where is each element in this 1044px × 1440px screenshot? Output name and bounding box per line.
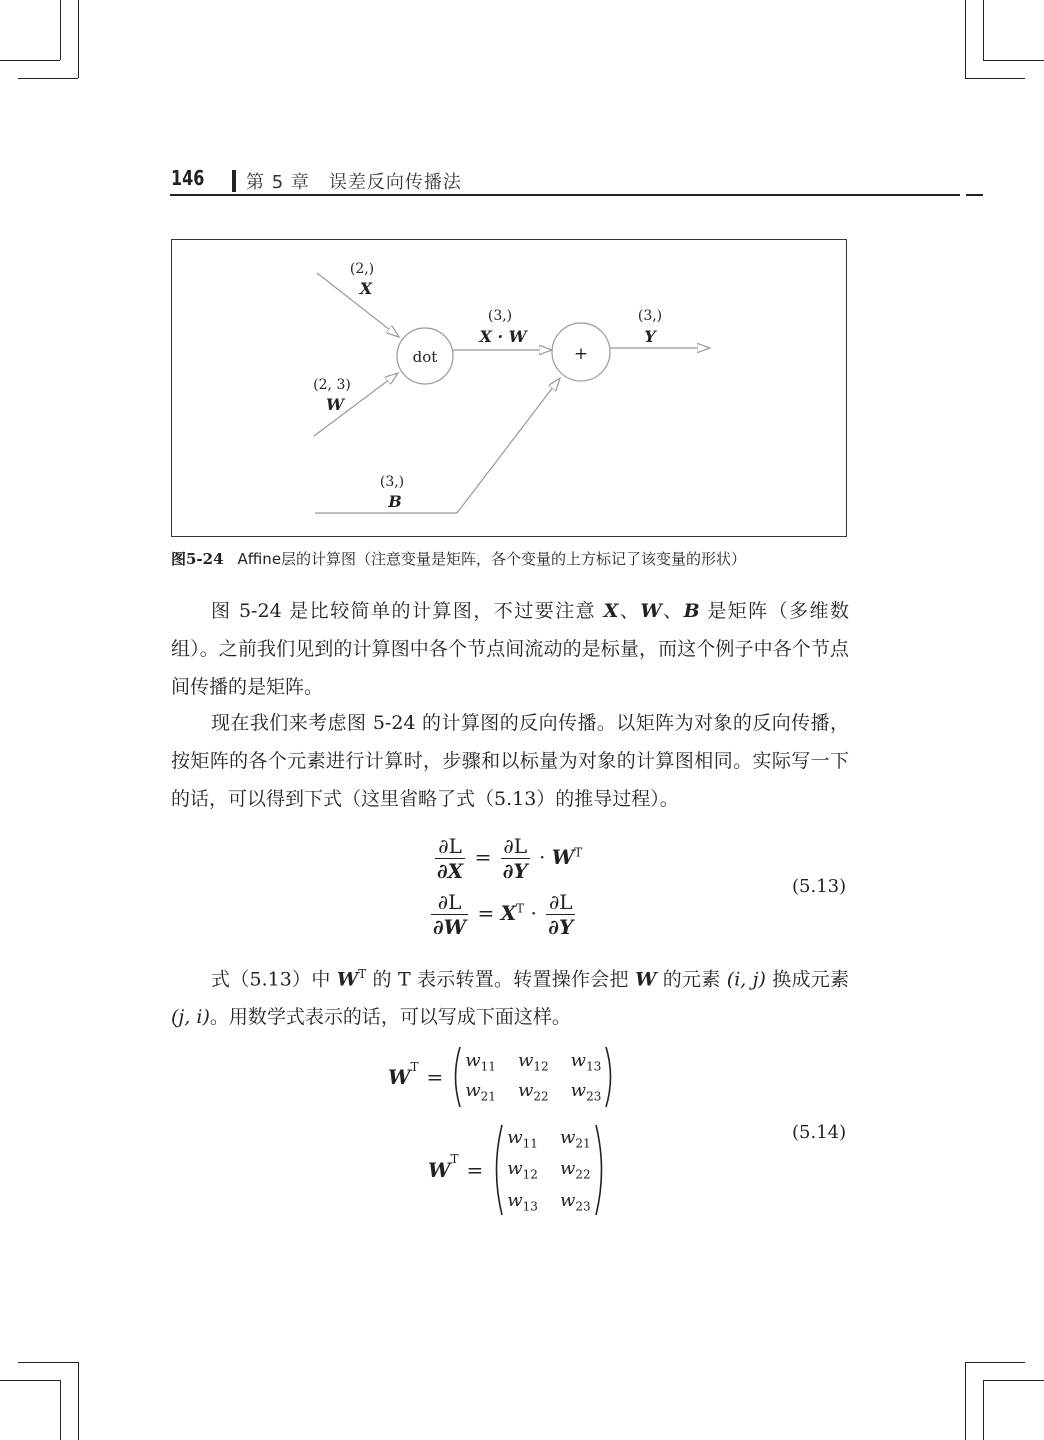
w-label: W <box>326 395 344 414</box>
text: 是矩阵（多维数组）。之前我们见到的计算图中各个节点间流动的是标量，而这个例子中各个节点间传播的是矩阵。 <box>171 600 849 698</box>
transpose: T <box>358 967 367 981</box>
matrix-cells <box>461 1050 605 1103</box>
crop-mark <box>18 1362 78 1363</box>
dot-operator: · <box>530 901 537 925</box>
matrix-cell: $w_{11}$ <box>507 1126 538 1151</box>
denominator: ∂Y <box>548 915 574 939</box>
b-shape: (3,) <box>379 474 405 490</box>
matrix-cells <box>503 1127 594 1214</box>
crop-mark <box>965 1362 966 1440</box>
numerator: ∂L <box>431 890 468 915</box>
matrix-cell: $w_{21}$ <box>559 1126 591 1151</box>
equals: = <box>466 1158 484 1182</box>
crop-mark <box>60 1380 61 1440</box>
denominator: ∂Y <box>502 859 528 883</box>
text: 。用数学式表示的话，可以写成下面这样。 <box>209 1006 571 1029</box>
equation-line <box>428 890 578 939</box>
transpose: T <box>450 1152 459 1166</box>
crop-mark <box>78 1362 79 1440</box>
equation-number: (5.14) <box>792 1122 847 1143</box>
math-w: W <box>551 845 575 869</box>
figure-number: 图5-24 <box>171 550 224 568</box>
text: 的 T 表示转置。转置操作会把 <box>366 968 636 991</box>
left-paren <box>451 1046 461 1108</box>
denominator: ∂W <box>433 915 467 939</box>
equals: = <box>426 1065 444 1089</box>
crop-mark <box>983 1380 1044 1381</box>
math-w: W <box>336 968 359 991</box>
text: 、 <box>618 600 641 622</box>
b-label: B <box>388 492 402 511</box>
figure-caption <box>171 548 746 569</box>
equals: = <box>474 845 492 869</box>
page-number: 146 <box>171 166 205 190</box>
text: 、 <box>661 600 684 622</box>
matrix-cell: $w_{13}$ <box>570 1050 602 1074</box>
right-paren <box>605 1046 615 1108</box>
matrix-cell: $w_{12}$ <box>517 1050 549 1074</box>
transpose: T <box>410 1060 419 1074</box>
equation-line <box>432 834 582 883</box>
transpose: T <box>516 901 525 916</box>
paragraph <box>171 592 849 706</box>
text: 的元素 <box>656 968 727 991</box>
matrix-3x2 <box>491 1124 606 1216</box>
equals: = <box>477 901 495 925</box>
left-paren <box>491 1124 503 1216</box>
right-paren <box>595 1124 607 1216</box>
matrix-cell: $w_{23}$ <box>570 1080 602 1104</box>
math-x: X <box>603 600 619 622</box>
math-w: W <box>388 1065 411 1089</box>
transpose: T <box>574 845 583 860</box>
matrix-cell: $w_{23}$ <box>559 1189 591 1214</box>
caption-text: Affine层的计算图（注意变量是矩阵，各个变量的上方标记了该变量的形状） <box>237 550 747 568</box>
matrix-equation-2 <box>428 1124 607 1216</box>
paragraph <box>171 955 849 1036</box>
denominator: ∂X <box>437 859 464 883</box>
matrix-cell: $w_{13}$ <box>507 1189 538 1214</box>
y-label: Y <box>644 327 656 346</box>
math-ij: (i, j) <box>726 968 766 991</box>
matrix-cell: $w_{22}$ <box>517 1080 549 1104</box>
matrix-cell: $w_{21}$ <box>465 1080 496 1104</box>
text: 图 5-24 是比较简单的计算图，不过要注意 <box>211 600 604 622</box>
equation-number: (5.13) <box>792 876 847 897</box>
matrix-2x3 <box>451 1046 615 1108</box>
math-x: X <box>500 901 517 925</box>
xw-shape: (3,) <box>487 308 513 324</box>
text: 式（5.13）中 <box>211 968 337 991</box>
numerator: ∂L <box>546 890 575 915</box>
paragraph: 现在我们来考虑图 5-24 的计算图的反向传播。以矩阵为对象的反向传播，按矩阵的各个元素进行计算时，步骤和以标量为对象的计算图相同。实际写一下的话，可以得到下式（这里省略了式（5.13）的推导过程）。 <box>171 712 849 810</box>
y-shape: (3,) <box>637 308 663 324</box>
matrix-cell: $w_{22}$ <box>559 1158 591 1182</box>
math-ji: (j, i) <box>171 1006 210 1029</box>
math-b: B <box>683 600 700 622</box>
add-node-label: + <box>573 344 589 364</box>
x-label: X <box>359 279 373 298</box>
numerator: ∂L <box>501 834 530 859</box>
edge-b <box>315 378 560 513</box>
x-shape: (2,) <box>349 261 375 277</box>
xw-label: X · W <box>479 327 527 346</box>
matrix-cell: $w_{12}$ <box>507 1158 538 1182</box>
numerator: ∂L <box>435 834 465 859</box>
dot-node-label: dot <box>412 348 438 366</box>
computational-graph <box>0 0 1044 600</box>
text: 换成元素 <box>765 968 849 991</box>
crop-mark <box>965 1362 1025 1363</box>
w-shape: (2, 3) <box>313 377 351 393</box>
crop-mark <box>0 1380 60 1381</box>
math-w: W <box>635 968 657 991</box>
math-w: W <box>428 1158 451 1182</box>
math-w: W <box>640 600 662 622</box>
dot-operator: · <box>539 845 546 869</box>
edge-x <box>317 273 399 337</box>
chapter-title: 第 5 章 误差反向传播法 <box>246 172 462 193</box>
crop-mark <box>983 1380 984 1440</box>
matrix-equation-1 <box>388 1046 615 1108</box>
matrix-cell: $w_{11}$ <box>465 1050 496 1074</box>
